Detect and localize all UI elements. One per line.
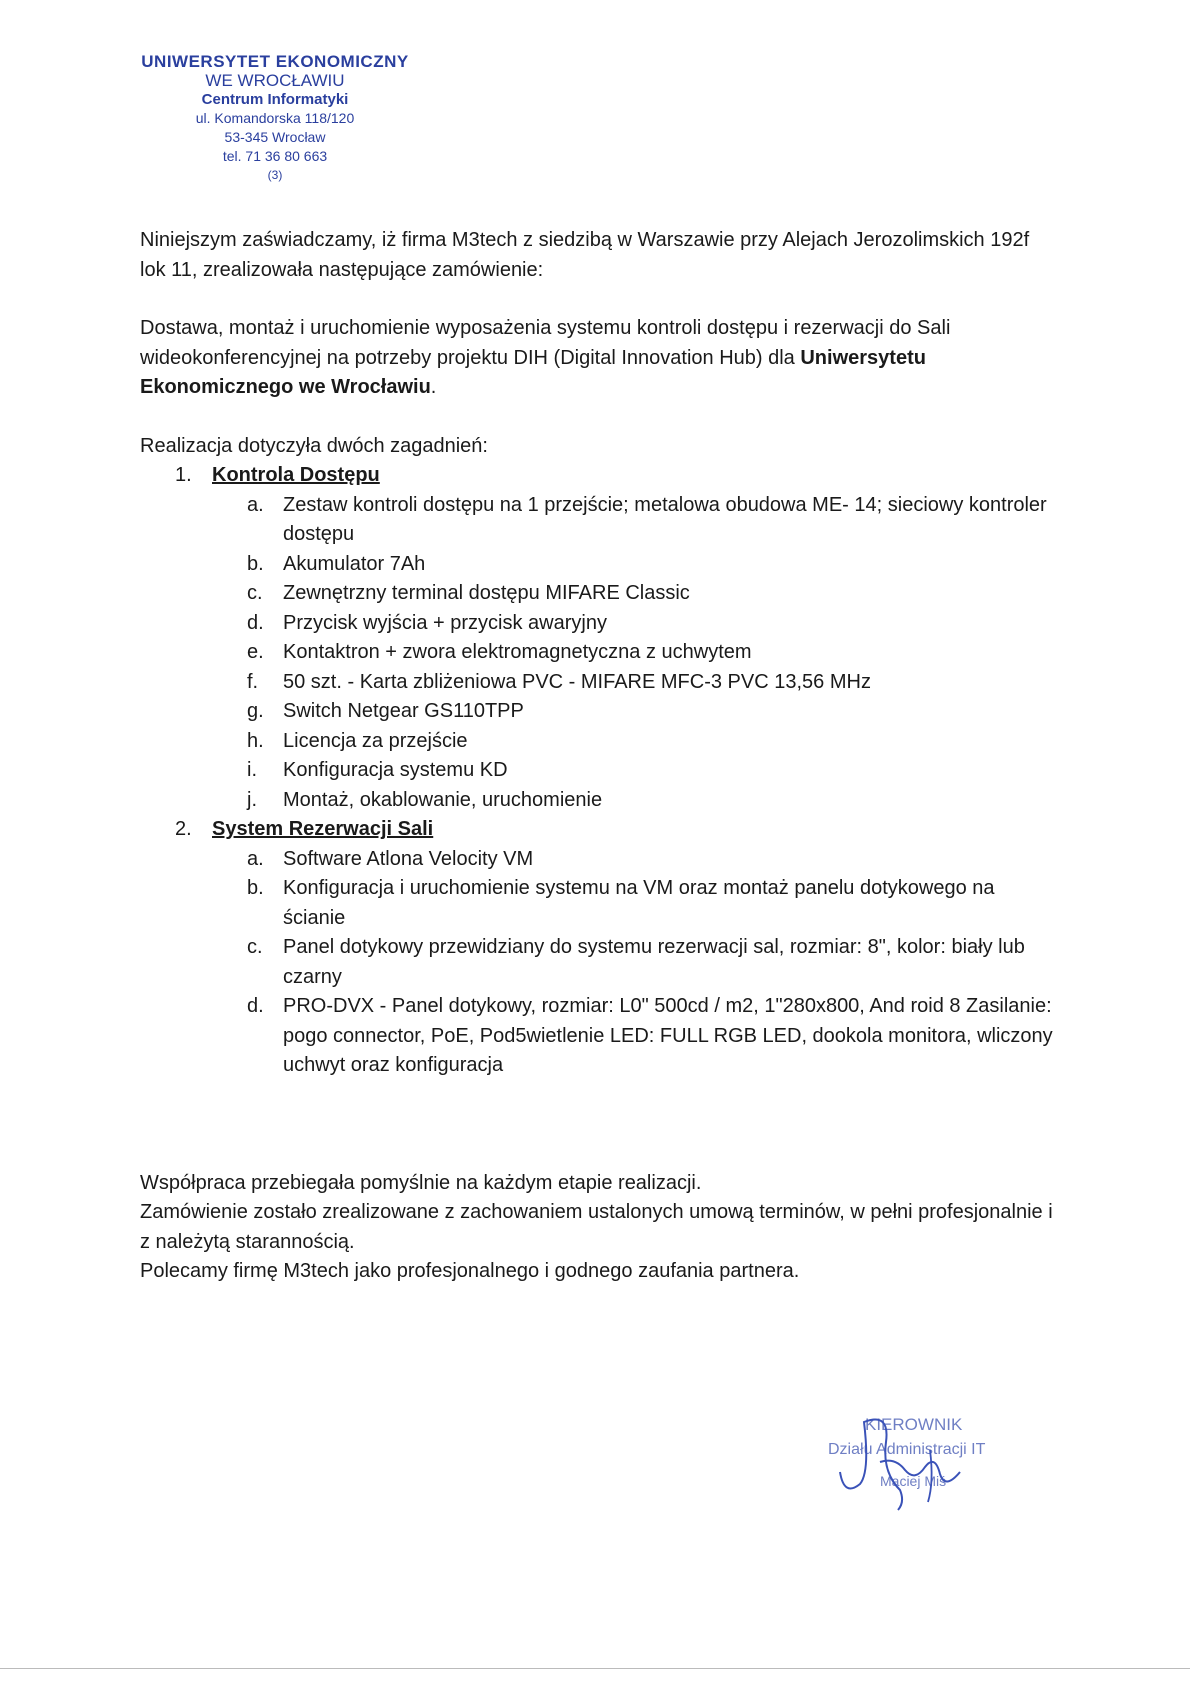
list-item <box>140 845 1060 875</box>
stamp-line-street: ul. Komandorska 118/120 <box>195 110 355 126</box>
list-item <box>140 933 1060 992</box>
item-text: Zestaw kontroli dostępu na 1 przejście; metalowa obudowa ME- 14; sieciowy kontroler dostępu <box>283 493 1047 545</box>
item-letter: b. <box>247 877 264 899</box>
item-text: Panel dotykowy przewidziany do systemu rezerwacji sal, rozmiar: 8", kolor: biały lub czarny <box>283 936 1025 988</box>
section-heading <box>140 461 1060 491</box>
item-letter: d. <box>247 611 264 634</box>
closing-line: Polecamy firmę M3tech jako profesjonalnego i godnego zaufania partnera. <box>140 1260 800 1282</box>
item-text: Licencja za przejście <box>283 729 468 752</box>
item-text: Akumulator 7Ah <box>283 552 426 575</box>
list-item <box>140 609 1060 639</box>
item-letter: a. <box>247 847 264 870</box>
item-letter: c. <box>247 582 263 604</box>
item-text: Zewnętrzny terminal dostępu MIFARE Classic <box>283 582 690 604</box>
handwritten-signature <box>820 1402 1020 1512</box>
stamp-line-city: WE WROCŁAWIU <box>205 71 345 90</box>
signature-stamp-name: Maciej Miś <box>880 1473 947 1489</box>
item-letter: f. <box>247 670 259 693</box>
section-title: System Rezerwacji Sali <box>212 818 434 840</box>
item-letter: j. <box>247 788 257 811</box>
page-bottom-rule <box>0 1668 1190 1669</box>
letter-body <box>140 226 1060 1287</box>
item-text: Konfiguracja systemu KD <box>283 759 508 781</box>
closing-line: Współpraca przebiegała pomyślnie na każdym etapie realizacji. <box>140 1171 702 1194</box>
section-heading <box>140 815 1060 845</box>
stamp-line-postal: 53-345 Wrocław <box>224 129 326 145</box>
signature-stamp-title: KIEROWNIK <box>865 1415 963 1434</box>
stamp-line-phone: tel. 71 36 80 663 <box>222 148 328 164</box>
item-letter: b. <box>247 552 264 575</box>
item-letter: i. <box>247 759 257 781</box>
intro-paragraph: Niniejszym zaświadczamy, iż firma M3tech z siedzibą w Warszawie przy Alejach Jerozolimskich 192f lok 11, zrealizowała następujące zamówienie: <box>140 229 1030 281</box>
list-item <box>140 874 1060 933</box>
section-access-control <box>140 461 1060 815</box>
item-text: Konfiguracja i uruchomienie systemu na VM oraz montaż panelu dotykowego na ścianie <box>283 877 995 929</box>
list-item <box>140 491 1060 550</box>
item-letter: c. <box>247 936 263 958</box>
list-item <box>140 756 1060 786</box>
item-text: 50 szt. - Karta zbliżeniowa PVC - MIFARE MFC-3 PVC 13,56 MHz <box>283 670 871 693</box>
item-text: Kontaktron + zwora elektromagnetyczna z uchwytem <box>283 641 752 663</box>
scope-university-name: Uniwersytetu Ekonomicznego we Wrocławiu <box>140 346 926 398</box>
list-item <box>140 638 1060 668</box>
section-number: 2. <box>175 818 192 840</box>
section-title: Kontrola Dostępu <box>212 464 380 486</box>
university-stamp <box>130 52 420 185</box>
item-letter: h. <box>247 729 264 752</box>
signature-stamp <box>820 1402 1020 1512</box>
item-letter: d. <box>247 995 264 1017</box>
list-item <box>140 579 1060 609</box>
item-text: Montaż, okablowanie, uruchomienie <box>283 788 603 811</box>
list-item <box>140 697 1060 727</box>
item-text: Przycisk wyjścia + przycisk awaryjny <box>283 611 607 634</box>
item-letter: a. <box>247 493 264 516</box>
realization-intro: Realizacja dotyczyła dwóch zagadnień: <box>140 434 488 457</box>
stamp-line-number: (3) <box>267 168 283 182</box>
section-number: 1. <box>175 464 192 486</box>
stamp-line-university: UNIWERSYTET EKONOMICZNY <box>141 52 409 71</box>
item-text: Software Atlona Velocity VM <box>283 847 534 870</box>
list-item <box>140 550 1060 580</box>
list-item <box>140 992 1060 1081</box>
item-text: PRO-DVX - Panel dotykowy, rozmiar: L0" 500cd / m2, 1"280x800, And roid 8 Zasilanie: pogo connector, PoE, Pod5wietlenie LED: FULL RGB LED, dookola monitora, wliczony uchwyt oraz konfiguracja <box>283 995 1053 1076</box>
list-item <box>140 786 1060 816</box>
scope-end: . <box>430 376 437 398</box>
stamp-line-department: Centrum Informatyki <box>201 91 349 108</box>
section-room-booking <box>140 815 1060 1081</box>
scope-text: Dostawa, montaż i uruchomienie wyposażenia systemu kontroli dostępu i rezerwacji do Sali wideokonferencyjnej na potrzeby projektu DIH (Digital Innovation Hub) dla <box>140 317 951 369</box>
item-text: Switch Netgear GS110TPP <box>283 700 524 722</box>
item-letter: g. <box>247 700 264 722</box>
item-letter: e. <box>247 641 264 663</box>
list-item <box>140 668 1060 698</box>
scope-paragraph <box>140 314 1060 403</box>
signature-stamp-department: Działu Administracji IT <box>828 1441 986 1458</box>
closing-line: Zamówienie zostało zrealizowane z zachowaniem ustalonych umową terminów, w pełni profesjonalnie i z należytą starannością. <box>140 1201 1053 1253</box>
list-item <box>140 727 1060 757</box>
